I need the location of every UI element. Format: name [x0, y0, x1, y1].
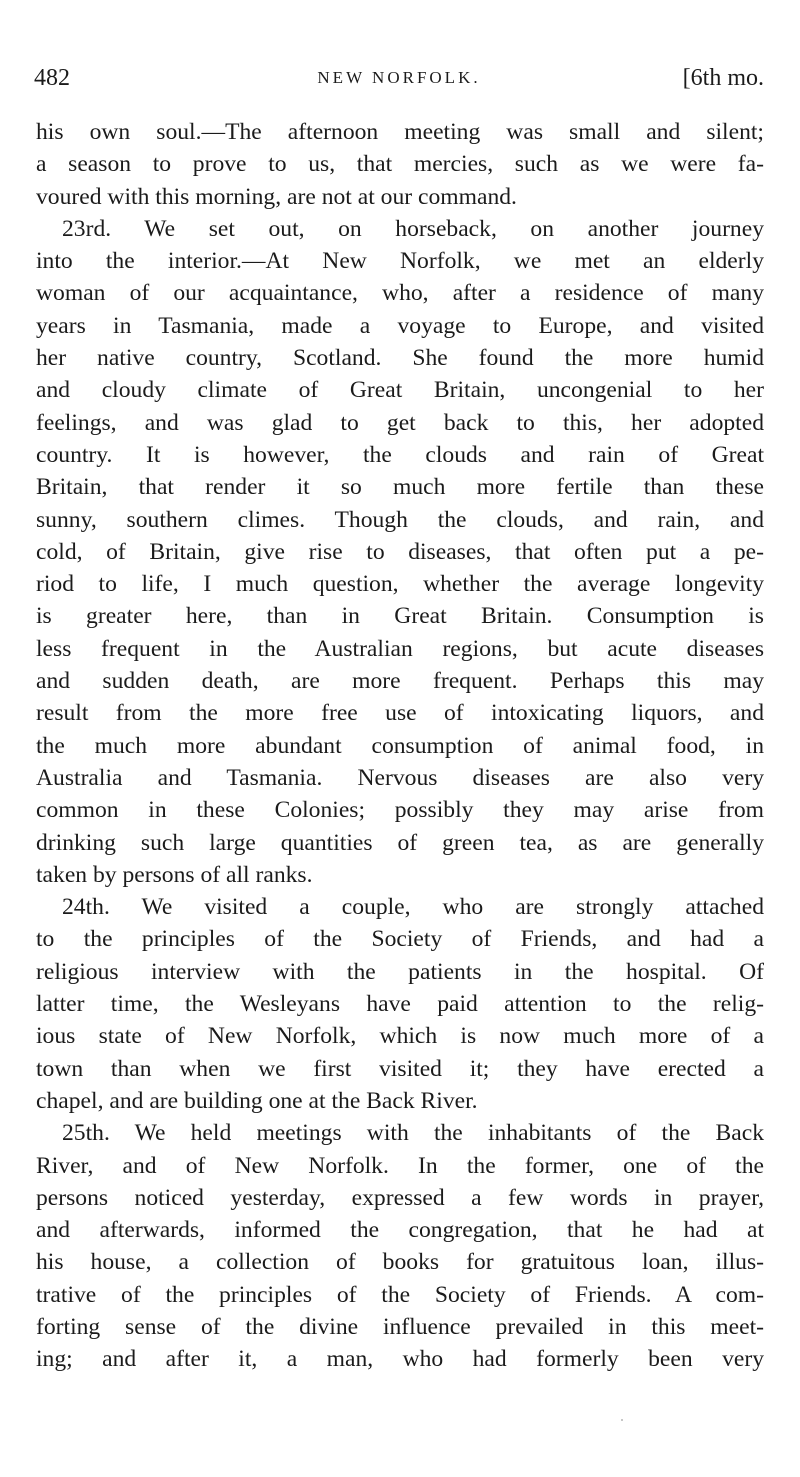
text-line: a season to prove to us, that mercies, such as we were fa-	[36, 151, 764, 178]
text-line: town than when we first visited it; they have erected a	[36, 1055, 764, 1082]
text-line: ious state of New Norfolk, which is now much more of a	[36, 1023, 764, 1050]
month-marker: [6th mo.	[682, 65, 764, 91]
text-line: River, and of New Norfolk. In the former, one of the	[36, 1152, 764, 1179]
text-line: taken by persons of all ranks.	[36, 861, 313, 888]
paragraph-25th	[36, 1117, 764, 1375]
text-line: common in these Colonies; possibly they may arise from	[36, 797, 764, 824]
text-line: 23rd. We set out, on horseback, on another journey	[62, 215, 764, 242]
text-line: chapel, and are building one at the Back River.	[36, 1087, 478, 1114]
text-line: 24th. We visited a couple, who are strongly attached	[62, 894, 764, 921]
text-line: the much more abundant consumption of animal food, in	[36, 732, 764, 759]
text-line: woman of our acquaintance, who, after a residence of many	[36, 280, 764, 307]
text-line: riod to life, I much question, whether the average longevity	[36, 571, 764, 598]
running-header	[34, 60, 764, 96]
text-line: cold, of Britain, give rise to diseases, that often put a pe-	[36, 538, 764, 565]
text-line: and sudden death, are more frequent. Perhaps this may	[36, 668, 764, 695]
page-number: 482	[34, 65, 70, 91]
text-line: voured with this morning, are not at our command.	[36, 183, 517, 210]
text-line: sunny, southern climes. Though the clouds, and rain, and	[36, 506, 764, 533]
text-line: latter time, the Wesleyans have paid attention to the relig-	[36, 991, 764, 1018]
text-line: persons noticed yesterday, expressed a few words in prayer,	[36, 1184, 764, 1211]
text-line: and cloudy climate of Great Britain, uncongenial to her	[36, 377, 764, 404]
text-line: his own soul.—The afternoon meeting was small and silent;	[36, 119, 764, 145]
text-line: result from the more free use of intoxicating liquors, and	[36, 700, 764, 727]
text-line: and afterwards, informed the congregation, that he had at	[36, 1217, 764, 1244]
text-line: country. It is however, the clouds and rain of Great	[36, 441, 764, 468]
running-title: NEW NORFOLK.	[317, 68, 481, 87]
text-line: is greater here, than in Great Britain. Consumption is	[36, 603, 764, 630]
text-line: Australia and Tasmania. Nervous diseases are also very	[36, 764, 764, 791]
ink-speck	[621, 1419, 623, 1421]
paragraph-23rd	[36, 213, 764, 891]
paragraph-24th	[36, 891, 764, 1117]
text-line: to the principles of the Society of Friends, and had a	[36, 926, 764, 953]
text-line: years in Tasmania, made a voyage to Europe, and visited	[36, 312, 764, 339]
body-text	[36, 116, 764, 1376]
text-line: drinking such large quantities of green tea, as are generally	[36, 829, 764, 856]
text-line: Britain, that render it so much more fertile than these	[36, 474, 764, 501]
text-line: her native country, Scotland. She found the more humid	[36, 345, 764, 372]
text-line: into the interior.—At New Norfolk, we met an elderly	[36, 248, 764, 275]
text-line: ing; and after it, a man, who had formerly been very	[36, 1346, 764, 1373]
text-line: his house, a collection of books for gratuitous loan, illus-	[36, 1249, 764, 1276]
text-line: less frequent in the Australian regions, but acute diseases	[36, 635, 764, 662]
text-line: forting sense of the divine influence prevailed in this meet-	[36, 1313, 764, 1340]
text-line: trative of the principles of the Society of Friends. A com-	[36, 1281, 764, 1308]
text-line: feelings, and was glad to get back to this, her adopted	[36, 409, 764, 436]
text-line: religious interview with the patients in the hospital. Of	[36, 958, 764, 985]
paragraph-continuation	[36, 116, 764, 213]
text-line: 25th. We held meetings with the inhabitants of the Back	[62, 1120, 764, 1147]
